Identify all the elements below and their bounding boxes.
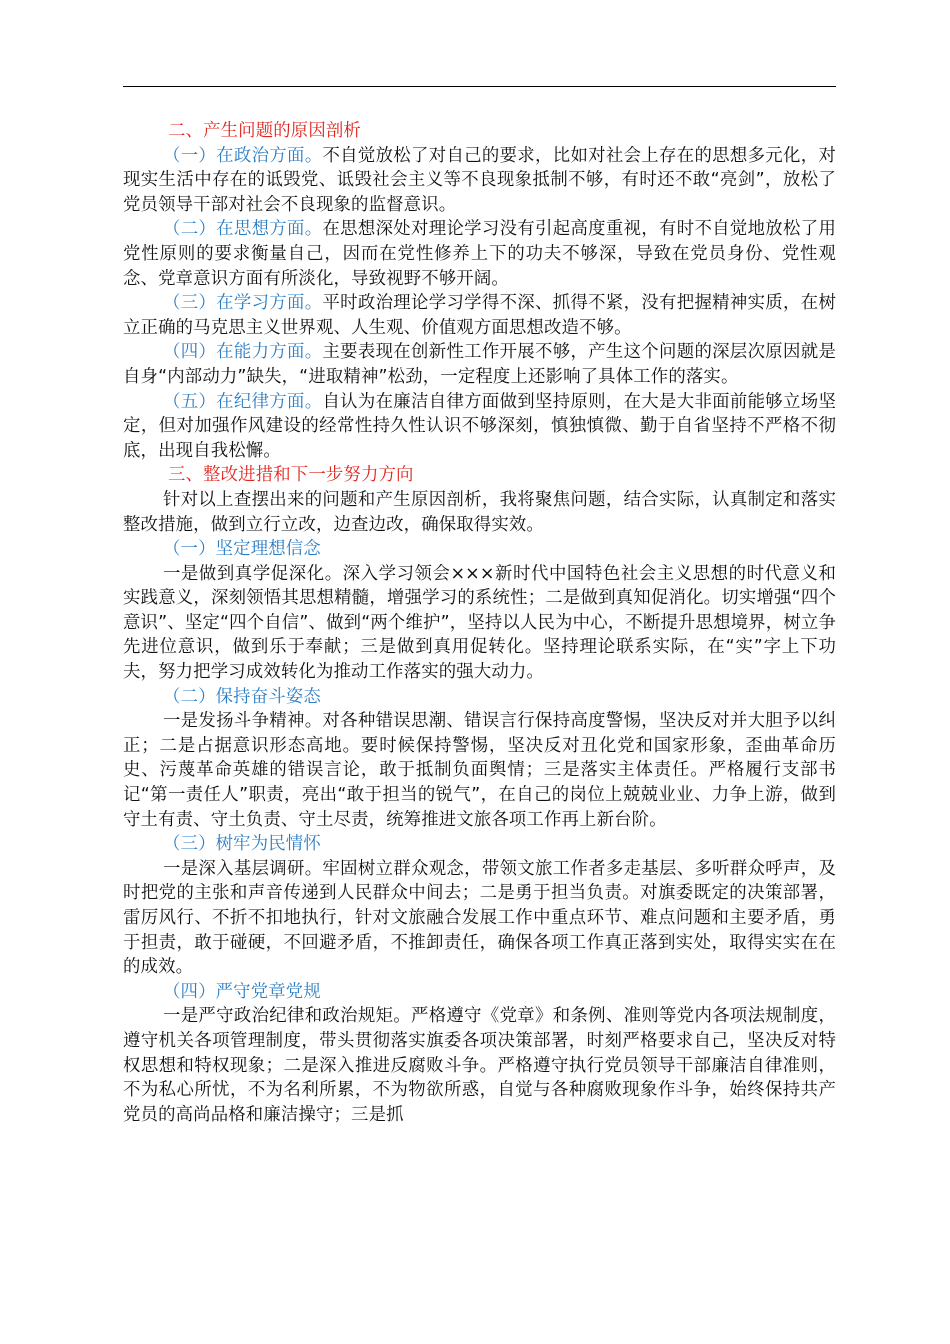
cause-text: 在思想深处对理论学习没有引起高度重视，有时不自觉地放松了用党性原则的要求衡量自己，因而在党性修养上下的功夫不够深，导致在党员身份、党性观念、党章意识方面有所淡化，导致视野不够开阔。 bbox=[123, 219, 836, 289]
cause-label: （二）在思想方面。 bbox=[163, 219, 323, 240]
subsection-title-rules: （四）严守党章党规 bbox=[163, 981, 321, 1002]
cause-label: （三）在学习方面。 bbox=[163, 293, 323, 314]
section-heading-causes: 二、产生问题的原因剖析 bbox=[168, 121, 361, 141]
cause-text: 不自觉放松了对自己的要求，比如对社会上存在的思想多元化，对现实生活中存在的诋毁党、诋毁社会主义等不良现象抵制不够，有时还不敢“亮剑”，放松了党员领导干部对社会不良现象的监督意识。 bbox=[123, 145, 836, 215]
subsection-text-people: 一是深入基层调研。牢固树立群众观念，带领文旅工作者多走基层、多听群众呼声，及时把党的主张和声音传递到人民群众中间去；二是勇于担当负责。对旗委既定的决策部署，雷厉风行、不折不扣地执行，针对文旅融合发展工作中重点环节、难点问题和主要矛盾，勇于担责，敢于碰硬，不回避矛盾，不推卸责任，确保各项工作真正落到实处，取得实实在在的成效。 bbox=[123, 858, 836, 978]
header-rule bbox=[123, 86, 836, 87]
cause-text: 自认为在廉洁自律方面做到坚持原则，在大是大非面前能够立场坚定，但对加强作风建设的经常性持久性认识不够深刻，慎独慎微、勤于自省坚持不严格不彻底，出现自我松懈。 bbox=[123, 391, 836, 461]
subsection-text-rules: 一是严守政治纪律和政治规矩。严格遵守《党章》和条例、准则等党内各项法规制度，遵守机关各项管理制度，带头贯彻落实旗委各项决策部署，时刻严格要求自己，坚决反对特权思想和特权现象；二是深入推进反腐败斗争。严格遵守执行党员领导干部廉洁自律准则，不为私心所忧，不为名利所累，不为物欲所惑，自觉与各种腐败现象作斗争，始终保持共产党员的高尚品格和廉洁操守；三是抓 bbox=[123, 1006, 836, 1125]
subsection-text-struggle: 一是发扬斗争精神。对各种错误思潮、错误言行保持高度警惕，坚决反对并大胆予以纠正；二是占据意识形态高地。要时候保持警惕，坚决反对丑化党和国家形象，歪曲革命历史、污蔑革命英雄的错误言论，敢于抵制负面舆情；三是落实主体责任。严格履行支部书记“第一责任人”职责，亮出“敢于担当的锐气”，在自己的岗位上兢兢业业、力争上游，做到守土有责、守土负责、守土尽责，统筹推进文旅各项工作再上新台阶。 bbox=[123, 711, 836, 830]
section-heading-measures: 三、整改进措和下一步努力方向 bbox=[168, 465, 414, 486]
subsection-title-people: （三）树牢为民情怀 bbox=[163, 834, 321, 855]
cause-label: （五）在纪律方面。 bbox=[163, 391, 323, 412]
subsection-text-ideals: 一是做到真学促深化。深入学习领会×××新时代中国特色社会主义思想的时代意义和实践意义，深刻领悟其思想精髓，增强学习的系统性；二是做到真知促消化。切实增强“四个意识”、坚定“四个自信”、做到“两个维护”，坚持以人民为中心，不断提升思想境界，树立争先进位意识，做到乐于奉献；三是做到真用促转化。坚持理论联系实际，在“实”字上下功夫，努力把学习成效转化为推动工作落实的强大动力。 bbox=[123, 563, 836, 683]
cause-paragraph-politics bbox=[123, 144, 836, 218]
cause-label: （一）在政治方面。 bbox=[163, 145, 323, 166]
cause-paragraph-study bbox=[123, 291, 836, 340]
cause-paragraph-thought bbox=[123, 217, 836, 291]
cause-text: 主要表现在创新性工作开展不够，产生这个问题的深层次原因就是自身“内部动力”缺失，“进取精神”松劲，一定程度上还影响了具体工作的落实。 bbox=[123, 342, 836, 387]
cause-text: 平时政治理论学习学得不深、抓得不紧，没有把握精神实质，在树立正确的马克思主义世界观、人生观、价值观方面思想改造不够。 bbox=[123, 293, 836, 338]
cause-paragraph-discipline bbox=[123, 390, 836, 464]
document-body bbox=[123, 119, 836, 1127]
cause-paragraph-ability bbox=[123, 340, 836, 389]
cause-label: （四）在能力方面。 bbox=[163, 342, 323, 363]
subsection-title-ideals: （一）坚定理想信念 bbox=[163, 539, 321, 560]
subsection-title-struggle: （二）保持奋斗姿态 bbox=[163, 686, 321, 707]
measures-intro: 针对以上查摆出来的问题和产生原因剖析，我将聚焦问题，结合实际，认真制定和落实整改措施，做到立行立改，边查边改，确保取得实效。 bbox=[123, 489, 836, 535]
